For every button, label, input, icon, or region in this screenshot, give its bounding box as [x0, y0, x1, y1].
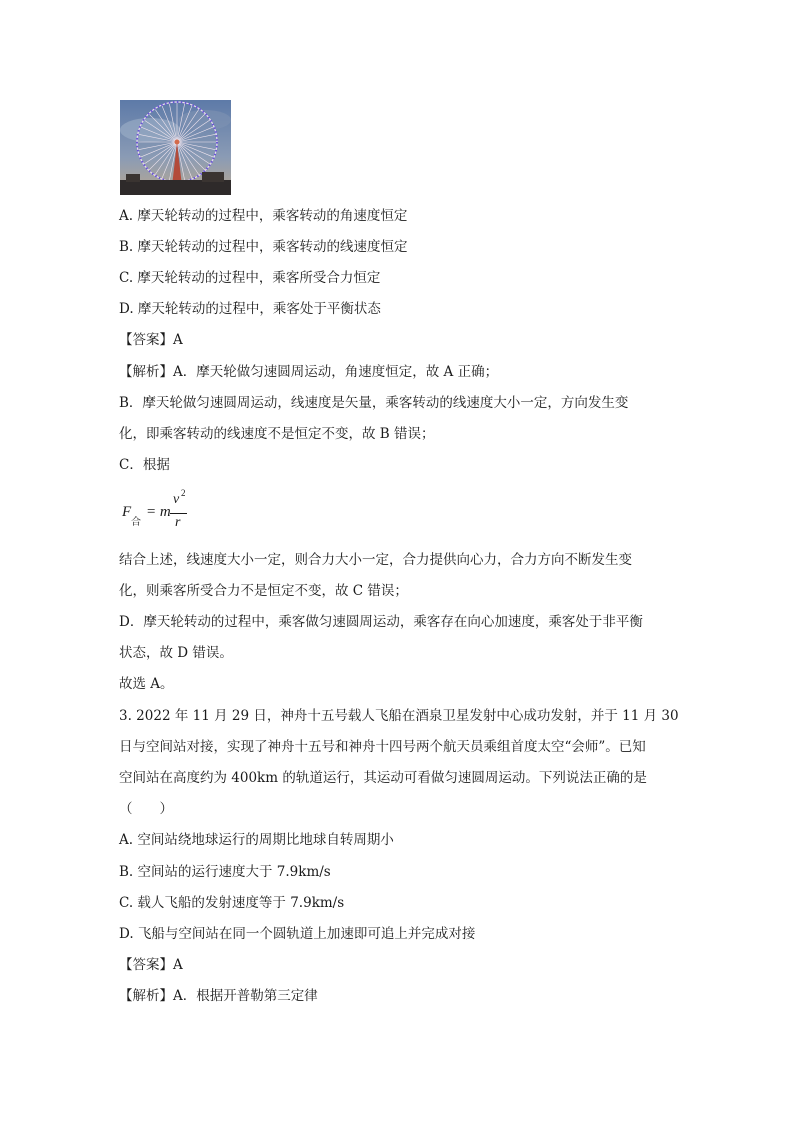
analysis-line: 【解析】A．根据开普勒第三定律: [119, 988, 318, 1004]
option-c: C. 摩天轮转动的过程中，乘客所受合力恒定: [119, 270, 381, 286]
formula-denominator: r: [175, 515, 181, 530]
analysis-line: 结合上述，线速度大小一定，则合力大小一定，合力提供向心力，合力方向不断发生变: [119, 552, 632, 568]
option-d: D. 飞船与空间站在同一个圆轨道上加速即可追上并完成对接: [119, 926, 476, 942]
question-3-stem: 3. 2022 年 11 月 29 日，神舟十五号载人飞船在酒泉卫星发射中心成功发射，并于 11 月 30: [119, 708, 679, 724]
analysis-line: B．摩天轮做匀速圆周运动，线速度是矢量，乘客转动的线速度大小一定，方向发生变: [119, 395, 629, 411]
fraction-bar: [170, 513, 187, 514]
analysis-line: 化，则乘客所受合力不是恒定不变，故 C 错误；: [119, 583, 408, 599]
formula-numerator: v: [173, 492, 180, 507]
formula-equals-m: = m: [146, 504, 171, 520]
option-a: A. 摩天轮转动的过程中，乘客转动的角速度恒定: [119, 208, 408, 224]
analysis-line: D．摩天轮转动的过程中，乘客做匀速圆周运动，乘客存在向心加速度，乘客处于非平衡: [119, 614, 643, 630]
formula: [119, 490, 199, 534]
answer-blank: （ ）: [119, 801, 173, 817]
option-b: B. 摩天轮转动的过程中，乘客转动的线速度恒定: [119, 239, 408, 255]
formula-subscript: 合: [131, 517, 141, 528]
ferris-wheel-image: [120, 100, 231, 195]
formula-lhs: F: [122, 504, 132, 520]
option-b: B. 空间站的运行速度大于 7.9km/s: [119, 864, 331, 880]
formula-superscript: 2: [181, 488, 186, 498]
option-c: C. 载人飞船的发射速度等于 7.9km/s: [119, 895, 345, 911]
analysis-line: 状态，故 D 错误。: [119, 645, 233, 661]
question-3-stem: 空间站在高度约为 400km 的轨道运行，其运动可看做匀速圆周运动。下列说法正确的是: [119, 770, 647, 786]
question-3-stem: 日与空间站对接，实现了神舟十五号和神舟十四号两个航天员乘组首度太空“会师”。已知: [119, 739, 646, 755]
analysis-line: 【解析】A．摩天轮做匀速圆周运动，角速度恒定，故 A 正确；: [119, 364, 499, 380]
answer-label: 【答案】A: [119, 957, 183, 973]
option-d: D. 摩天轮转动的过程中，乘客处于平衡状态: [119, 301, 381, 317]
analysis-line: C．根据: [119, 457, 170, 473]
analysis-line: 化，即乘客转动的线速度不是恒定不变，故 B 错误；: [119, 426, 435, 442]
conclusion-line: 故选 A。: [119, 676, 174, 692]
answer-label: 【答案】A: [119, 332, 183, 348]
option-a: A. 空间站绕地球运行的周期比地球自转周期小: [119, 832, 394, 848]
